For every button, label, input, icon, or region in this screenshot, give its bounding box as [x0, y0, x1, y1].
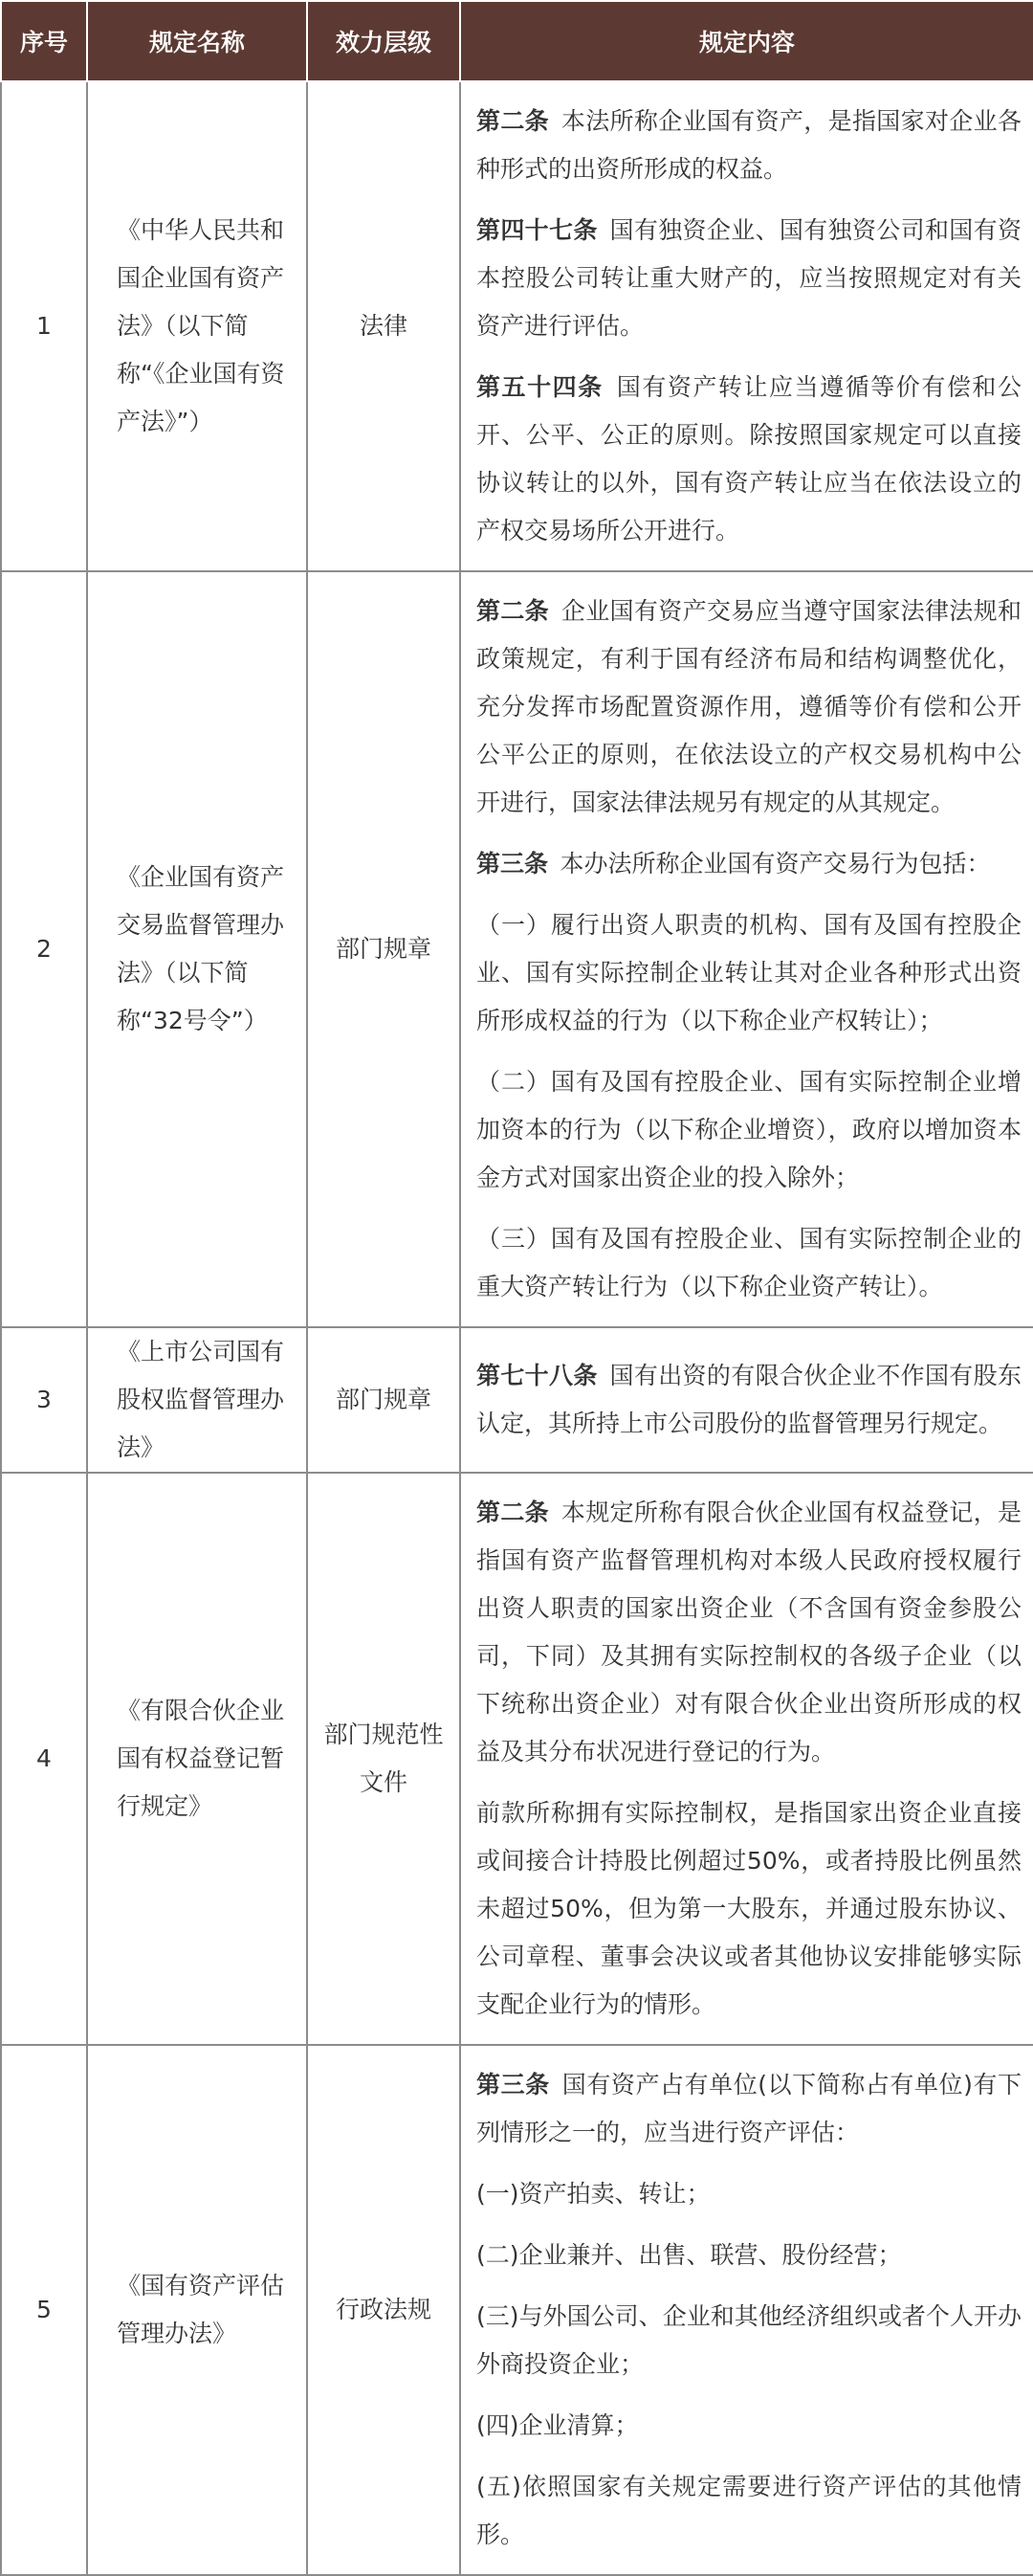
article-text: 国有资产转让应当遵循等价有偿和公开、公平、公正的原则。除按照国家规定可以直接协议转让的以外，国有资产转让应当在依法设立的产权交易场所公开进行。 — [476, 373, 1022, 544]
article-number: 第三条 — [476, 2071, 550, 2099]
table-body — [1, 81, 1033, 2575]
content-paragraph — [476, 1058, 1022, 1202]
table-row — [1, 81, 1033, 571]
regulation-content — [460, 2045, 1033, 2575]
header-name: 规定名称 — [87, 1, 307, 81]
header-no: 序号 — [1, 1, 87, 81]
article-number: 第五十四条 — [476, 373, 604, 401]
regulation-content — [460, 1327, 1033, 1473]
content-paragraph — [476, 2061, 1022, 2157]
effect-level: 法律 — [307, 81, 460, 571]
regulation-name: 《上市公司国有股权监督管理办法》 — [87, 1327, 307, 1473]
article-text: (二)企业兼并、出售、联营、股份经营； — [476, 2241, 902, 2269]
table-row — [1, 571, 1033, 1327]
article-text: (五)依照国家有关规定需要进行资产评估的其他情形。 — [476, 2473, 1022, 2548]
article-text: 前款所称拥有实际控制权，是指国家出资企业直接或间接合计持股比例超过50%，或者持股比例虽然未超过50%，但为第一大股东，并通过股东协议、公司章程、董事会决议或者其他协议安排能够实际支配企业行为的情形。 — [476, 1799, 1022, 2018]
regulation-content — [460, 81, 1033, 571]
article-text: 国有资产占有单位(以下简称占有单位)有下列情形之一的，应当进行资产评估： — [476, 2071, 1022, 2146]
content-paragraph — [476, 2170, 1022, 2218]
regulation-name: 《有限合伙企业国有权益登记暂行规定》 — [87, 1473, 307, 2045]
article-text: 本法所称企业国有资产，是指国家对企业各种形式的出资所形成的权益。 — [476, 107, 1022, 183]
table-header-row — [1, 1, 1033, 81]
article-text: 国有出资的有限合伙企业不作国有股东认定，其所持上市公司股份的监督管理另行规定。 — [476, 1362, 1022, 1437]
content-paragraph — [476, 1789, 1022, 2029]
article-number: 第二条 — [476, 1499, 550, 1526]
content-paragraph — [476, 2232, 1022, 2279]
table-row — [1, 1327, 1033, 1473]
regulation-content — [460, 571, 1033, 1327]
article-text: (一)资产拍卖、转让； — [476, 2180, 711, 2208]
regulation-content — [460, 1473, 1033, 2045]
content-paragraph — [476, 840, 1022, 888]
regulation-name: 《中华人民共和国企业国有资产法》（以下简称“《企业国有资产法》”） — [87, 81, 307, 571]
article-text: 企业国有资产交易应当遵守国家法律法规和政策规定，有利于国有经济布局和结构调整优化，充分发挥市场配置资源作用，遵循等价有偿和公开公平公正的原则，在依法设立的产权交易机构中公开进行，国家法律法规另有规定的从其规定。 — [476, 597, 1022, 816]
content-paragraph — [476, 901, 1022, 1045]
header-content: 规定内容 — [460, 1, 1033, 81]
content-paragraph — [476, 364, 1022, 555]
effect-level: 部门规范性文件 — [307, 1473, 460, 2045]
content-paragraph — [476, 588, 1022, 827]
content-paragraph — [476, 2293, 1022, 2388]
effect-level: 行政法规 — [307, 2045, 460, 2575]
content-paragraph — [476, 98, 1022, 193]
effect-level: 部门规章 — [307, 571, 460, 1327]
content-paragraph — [476, 2402, 1022, 2450]
row-number: 5 — [1, 2045, 87, 2575]
article-text: （三）国有及国有控股企业、国有实际控制企业的重大资产转让行为（以下称企业资产转让）。 — [476, 1225, 1022, 1300]
article-text: （一）履行出资人职责的机构、国有及国有控股企业、国有实际控制企业转让其对企业各种形式出资所形成权益的行为（以下称企业产权转让）； — [476, 911, 1022, 1034]
article-number: 第四十七条 — [476, 216, 598, 244]
article-number: 第二条 — [476, 597, 550, 625]
content-paragraph — [476, 207, 1022, 350]
article-text: 国有独资企业、国有独资公司和国有资本控股公司转让重大财产的，应当按照规定对有关资产进行评估。 — [476, 216, 1022, 340]
article-number: 第七十八条 — [476, 1362, 598, 1389]
content-paragraph — [476, 1215, 1022, 1311]
article-text: (三)与外国公司、企业和其他经济组织或者个人开办外商投资企业； — [476, 2302, 1022, 2378]
article-text: (四)企业清算； — [476, 2411, 639, 2439]
article-text: 本办法所称企业国有资产交易行为包括： — [560, 850, 991, 877]
regulation-name: 《企业国有资产交易监督管理办法》（以下简称“32号令”） — [87, 571, 307, 1327]
row-number: 3 — [1, 1327, 87, 1473]
content-paragraph — [476, 2463, 1022, 2559]
content-paragraph — [476, 1489, 1022, 1776]
regulation-name: 《国有资产评估管理办法》 — [87, 2045, 307, 2575]
header-level: 效力层级 — [307, 1, 460, 81]
table-row — [1, 2045, 1033, 2575]
table-row — [1, 1473, 1033, 2045]
article-number: 第三条 — [476, 850, 549, 877]
article-text: （二）国有及国有控股企业、国有实际控制企业增加资本的行为（以下称企业增资），政府以增加资本金方式对国家出资企业的投入除外； — [476, 1068, 1022, 1191]
article-number: 第二条 — [476, 107, 550, 135]
effect-level: 部门规章 — [307, 1327, 460, 1473]
article-text: 本规定所称有限合伙企业国有权益登记，是指国有资产监督管理机构对本级人民政府授权履行出资人职责的国家出资企业（不含国有资金参股公司，下同）及其拥有实际控制权的各级子企业（以下统称出资企业）对有限合伙企业出资所形成的权益及其分布状况进行登记的行为。 — [476, 1499, 1022, 1765]
row-number: 4 — [1, 1473, 87, 2045]
content-paragraph — [476, 1352, 1022, 1448]
row-number: 2 — [1, 571, 87, 1327]
row-number: 1 — [1, 81, 87, 571]
